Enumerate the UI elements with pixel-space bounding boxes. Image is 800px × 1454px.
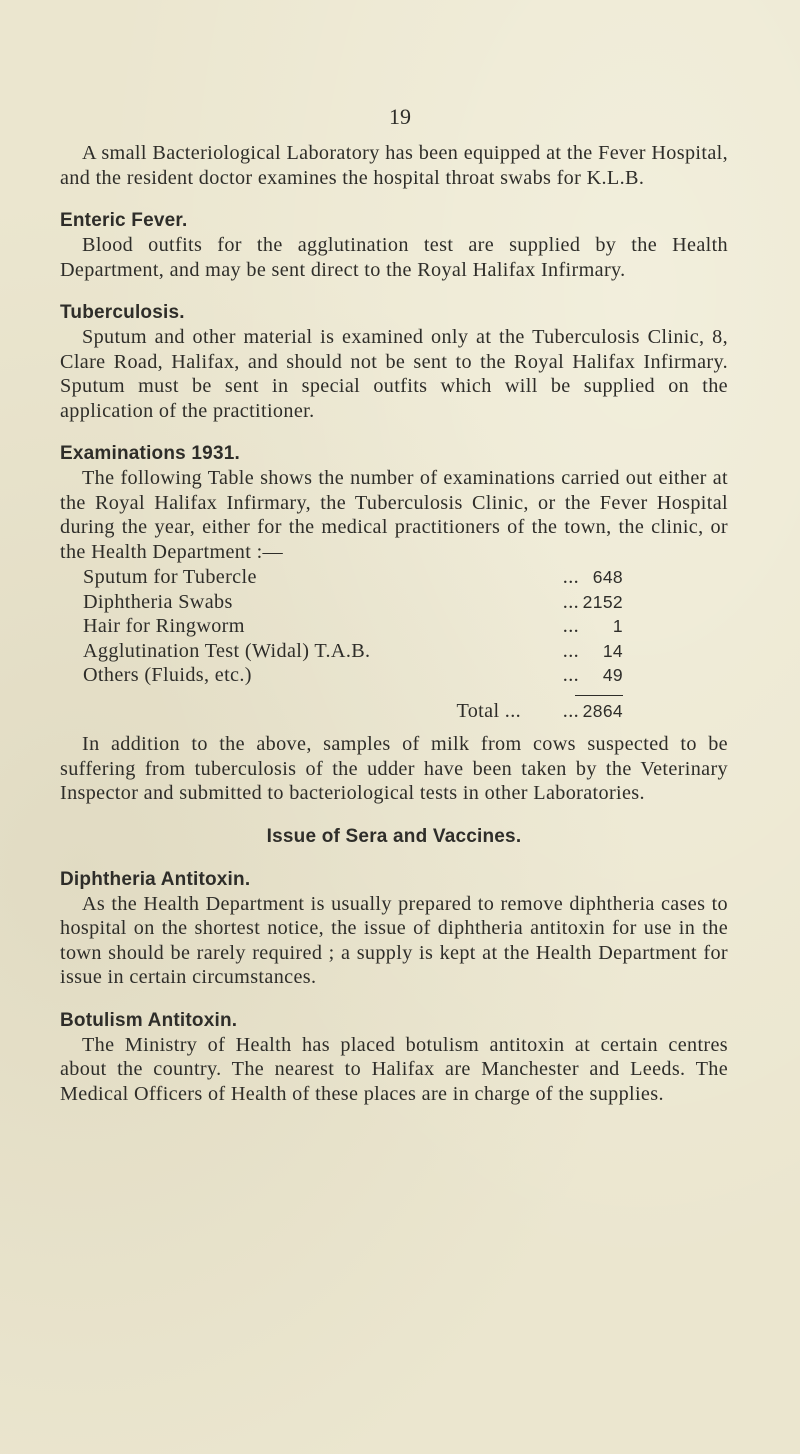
paragraph-examinations: The following Table shows the number of examinations carried out either at the Royal Halifax Infirmary, the Tuberculosis Clinic, or the Fever Hospital during the year, either for the medical practitioners of the town, the clinic, or the Health Department :— [60, 467, 728, 563]
table-row [83, 566, 623, 591]
paragraph-diphtheria-antitoxin: As the Health Department is usually prepared to remove diphtheria cases to hospital on the shortest notice, the issue of diphtheria antitoxin for use in the town should be rarely required ; a supply is kept at the Health Department for issue in certain circumstances. [60, 892, 728, 988]
row-value: 1 [612, 616, 623, 636]
row-leader-dots: ... [562, 615, 579, 637]
table-row [83, 615, 623, 640]
heading-botulism-antitoxin: Botulism Antitoxin. [60, 1009, 238, 1031]
row-leader-dots: ... [562, 590, 579, 613]
total-value: 2864 [582, 700, 623, 721]
table-total-row [83, 700, 623, 725]
row-label: Others (Fluids, etc.) [83, 664, 252, 686]
page-number: 19 [389, 104, 411, 129]
total-rule-row [83, 689, 623, 700]
row-leader-dots: ... [562, 664, 579, 686]
row-value: 49 [602, 665, 623, 685]
row-label: Diphtheria Swabs [83, 590, 233, 613]
heading-enteric-fever: Enteric Fever. [60, 210, 188, 231]
table-row [83, 591, 623, 616]
row-value: 14 [602, 640, 623, 661]
row-leader-dots: ... [562, 639, 579, 662]
examinations-table [83, 566, 623, 724]
paragraph-milk-samples: In addition to the above, samples of milk from cows suspected to be suffering from tuberculosis of the udder have been taken by the Veterinary Inspector and submitted to bacteriological tests in other Laboratories. [60, 733, 728, 804]
row-label: Agglutination Test (Widal) T.A.B. [83, 639, 371, 662]
page-content [60, 141, 728, 1106]
table-row [83, 664, 623, 689]
paragraph-enteric-fever: Blood outfits for the agglutination test are supplied by the Health Department, and may be sent direct to the Royal Halifax Infirmary. [60, 234, 728, 281]
row-label: Hair for Ringworm [83, 615, 245, 637]
row-leader-dots: ... [562, 566, 579, 588]
heading-issue-of-sera: Issue of Sera and Vaccines. [266, 825, 522, 847]
heading-tuberculosis: Tuberculosis. [60, 302, 185, 323]
row-label: Sputum for Tubercle [83, 566, 257, 588]
intro-paragraph: A small Bacteriological Laboratory has been equipped at the Fever Hospital, and the resident doctor examines the hospital throat swabs for K.L.B. [60, 142, 728, 189]
total-rule [575, 695, 623, 696]
total-leader-dots: ... [562, 699, 579, 722]
table-row [83, 640, 623, 665]
heading-examinations: Examinations 1931. [60, 443, 240, 464]
paragraph-tuberculosis: Sputum and other material is examined only at the Tuberculosis Clinic, 8, Clare Road, Halifax, and should not be sent to the Royal Halifax Infirmary. Sputum must be sent in special outfits which will be supplied on the application of the practitioner. [60, 326, 728, 422]
total-label: Total ... [456, 699, 521, 722]
paragraph-botulism-antitoxin: The Ministry of Health has placed botulism antitoxin at certain centres about the country. The nearest to Halifax are Manchester and Leeds. The Medical Officers of Health of these places are in charge of the supplies. [60, 1033, 728, 1105]
heading-diphtheria-antitoxin: Diphtheria Antitoxin. [60, 868, 251, 890]
row-value: 648 [592, 567, 623, 587]
row-value: 2152 [582, 591, 623, 612]
